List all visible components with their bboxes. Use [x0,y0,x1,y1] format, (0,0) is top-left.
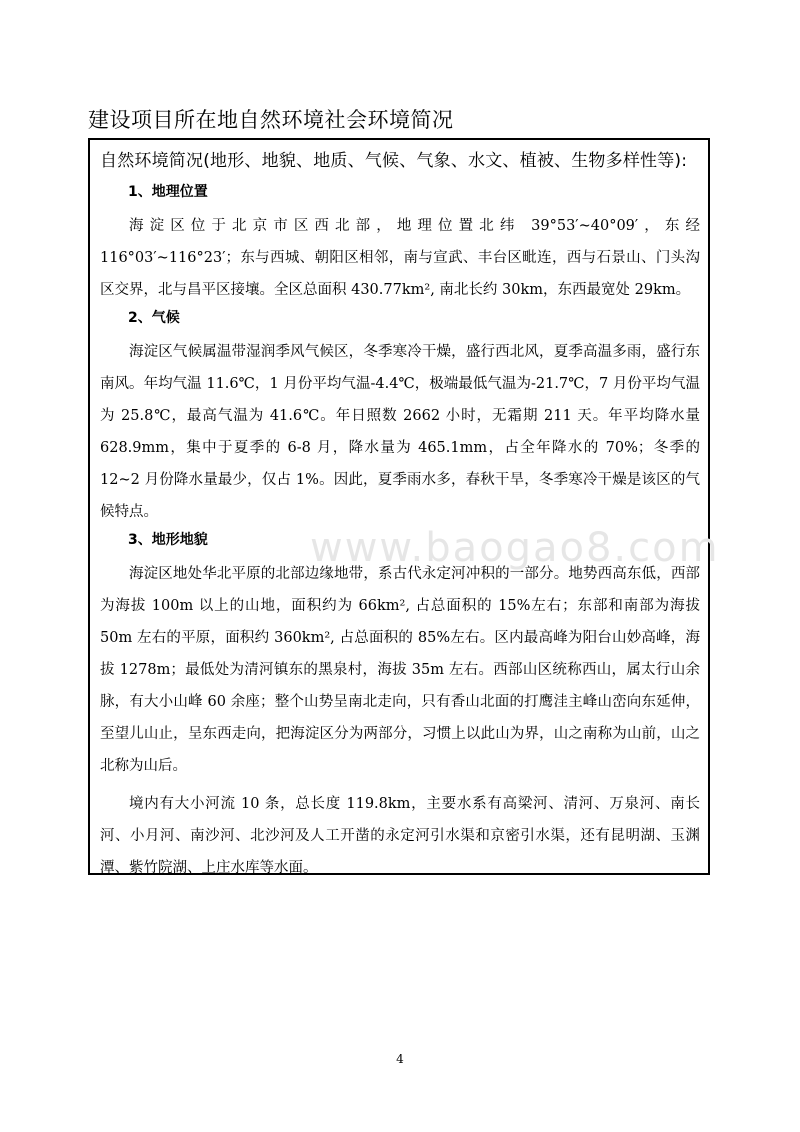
section-title: 2、气候 [128,310,180,326]
paragraph: 境内有大小河流 10 条，总长度 119.8km，主要水系有高梁河、清河、万泉河、南长河、小月河、南沙河、北沙河及人工开凿的永定河引水渠和京密引水渠，还有昆明湖、玉渊潭、紫竹院湖、上庄水库等水面。 [100,796,700,876]
paragraph: 海淀区气候属温带湿润季风气候区，冬季寒冷干燥，盛行西北风，夏季高温多雨，盛行东南风。年均气温 11.6℃，1 月份平均气温-4.4℃，极端最低气温为-21.7℃，7 月份平均气温为 25.8℃，最高气温为 41.6℃。年日照数 2662 小时，无霜期 211 天。年平均降水量 628.9mm，集中于夏季的 6-8 月，降水量为 465.1mm，占全年降水的 70%；冬季的 12~2 月份降水量最少，仅占 1%。因此，夏季雨水多，春秋干旱，冬季寒冷干燥是该区的气候特点。 [100,344,700,520]
paragraph: 海淀区位于北京市区西北部，地理位置北纬 39°53′~40°09′，东经 116°03′~116°23′；东与西城、朝阳区相邻，南与宣武、丰台区毗连，西与石景山、门头沟区交界，北与昌平区接壤。全区总面积 430.77km², 南北长约 30km，东西最宽处 29km。 [100,218,700,298]
section-title: 1、地理位置 [128,184,208,200]
watermark: www.baogao8.com [310,525,720,571]
page-heading: 建设项目所在地自然环境社会环境简况 [88,108,454,132]
page-number: 4 [396,1052,404,1066]
section-title: 3、地形地貌 [128,532,208,548]
box-heading: 自然环境简况(地形、地貌、地质、气候、气象、水文、植被、生物多样性等): [100,151,688,171]
paragraph: 海淀区地处华北平原的北部边缘地带，系古代永定河冲积的一部分。地势西高东低，西部为海拔 100m 以上的山地，面积约为 66km², 占总面积的 15%左右；东部和南部为海拔 50m 左右的平原，面积约 360km², 占总面积的 85%左右。区内最高峰为阳台山妙高峰，海拔 1278m；最低处为清河镇东的黑泉村，海拔 35m 左右。西部山区统称西山，属太行山余脉，有大小山峰 60 余座；整个山势呈南北走向，只有香山北面的打鹰洼主峰山峦向东延伸，至望儿山止，呈东西走向，把海淀区分为两部分，习惯上以此山为界，山之南称为山前，山之北称为山后。 [100,566,700,774]
natural-environment-box [88,138,710,875]
